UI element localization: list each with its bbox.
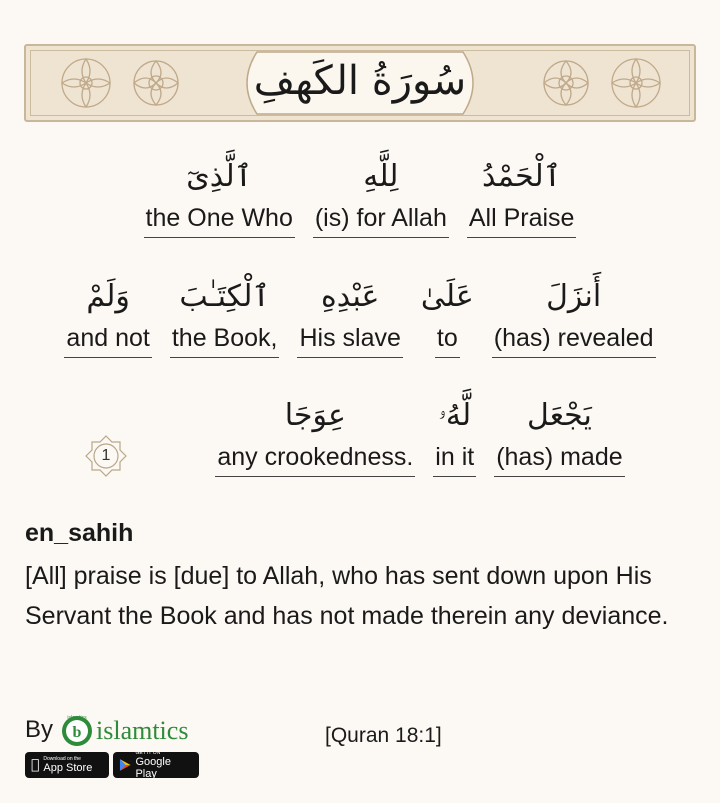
surah-header-banner xyxy=(24,44,696,122)
word-row-1 xyxy=(30,150,690,238)
rosette-ornament-right-outer xyxy=(608,55,664,111)
word-item[interactable] xyxy=(170,270,280,358)
word-item[interactable] xyxy=(494,389,624,477)
islamtics-logo-icon xyxy=(60,713,94,747)
google-play-icon xyxy=(119,758,131,772)
rosette-ornament-left xyxy=(128,55,184,111)
surah-title: سُورَةُ الكَهفِ xyxy=(253,58,467,105)
word-row-2 xyxy=(30,270,690,358)
word-item[interactable] xyxy=(297,270,402,358)
word-item[interactable] xyxy=(64,270,151,358)
english-gloss: to xyxy=(435,324,460,358)
english-gloss: His slave xyxy=(297,324,402,358)
word-item[interactable] xyxy=(467,150,577,238)
arabic-word: عَبْدِهِ xyxy=(320,279,380,314)
word-item[interactable] xyxy=(313,150,449,238)
english-gloss: any crookedness. xyxy=(215,443,415,477)
google-play-big-text: Google Play xyxy=(135,756,171,780)
rosette-ornament-left-outer xyxy=(58,55,114,111)
arabic-word: عَلَىٰ xyxy=(420,279,474,314)
english-gloss: (is) for Allah xyxy=(313,204,449,238)
word-item[interactable] xyxy=(215,389,415,477)
app-store-badge[interactable] xyxy=(25,752,109,778)
translation-text: [All] praise is [due] to Allah, who has sent down upon His Servant the Book and has not made therein any deviance. xyxy=(25,562,669,630)
english-gloss: in it xyxy=(433,443,476,477)
apple-icon xyxy=(31,758,39,772)
svg-text:b: b xyxy=(72,724,82,741)
english-gloss: All Praise xyxy=(467,204,577,238)
arabic-word: عِوَجَا xyxy=(284,398,346,433)
word-item[interactable] xyxy=(144,150,295,238)
english-gloss: and not xyxy=(64,324,151,358)
arabic-word: ٱلَّذِىٓ xyxy=(186,159,253,194)
by-label: By xyxy=(25,716,54,743)
arabic-word: ٱلْكِتَـٰبَ xyxy=(179,279,270,314)
english-gloss: (has) revealed xyxy=(492,324,656,358)
english-gloss: (has) made xyxy=(494,443,624,477)
app-store-small-text: Download on the xyxy=(35,756,73,762)
english-gloss: the Book, xyxy=(170,324,280,358)
logo-small-text: islamtics xyxy=(67,715,87,721)
ayah-number: 1 xyxy=(101,447,111,464)
arabic-word: وَلَمْ xyxy=(86,279,130,314)
translation-source-label: en_sahih xyxy=(25,519,134,547)
word-item[interactable] xyxy=(421,270,474,358)
quran-reference: [Quran 18:1] xyxy=(325,724,442,747)
google-play-small-text: GET IT ON xyxy=(135,750,161,756)
english-gloss: the One Who xyxy=(144,204,295,238)
arabic-word: ٱلْحَمْدُ xyxy=(482,159,562,194)
rosette-ornament-right xyxy=(538,55,594,111)
word-item[interactable] xyxy=(492,270,656,358)
google-play-badge[interactable] xyxy=(113,752,199,778)
arabic-word: لَّهُۥ xyxy=(438,398,472,433)
arabic-word: لِلَّهِ xyxy=(363,159,399,194)
arabic-word: يَجْعَل xyxy=(526,398,592,433)
app-store-big-text: App Store xyxy=(35,762,84,774)
brand-name: islamtics xyxy=(96,716,189,745)
arabic-word: أَنزَلَ xyxy=(546,279,602,314)
word-item[interactable] xyxy=(433,389,476,477)
word-row-3 xyxy=(150,389,690,477)
